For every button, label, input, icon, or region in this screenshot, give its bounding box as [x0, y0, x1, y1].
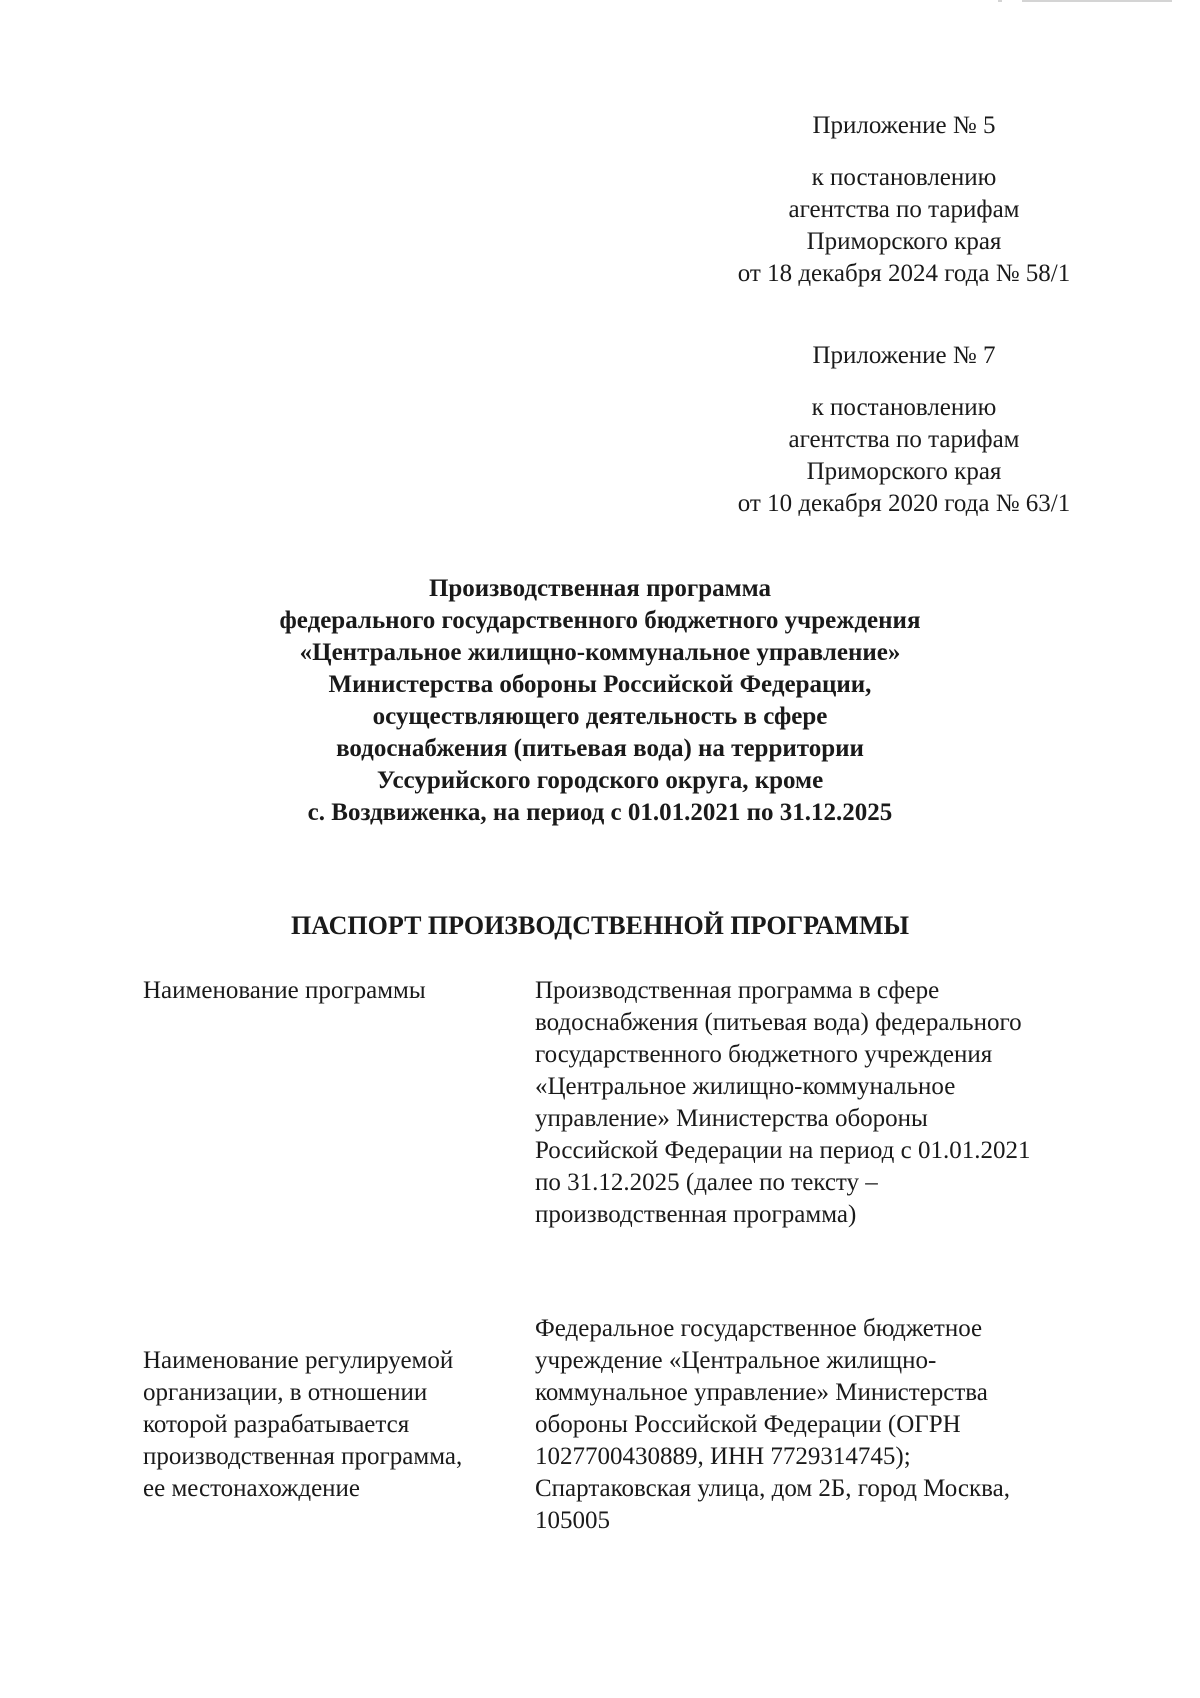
- appendix-line: от 18 декабря 2024 года № 58/1: [737, 260, 1071, 287]
- title-line: Министерства обороны Российской Федерации,: [328, 671, 872, 698]
- value-line: 105005: [535, 1507, 610, 1534]
- value-line: управление» Министерства обороны: [535, 1105, 928, 1132]
- appendix-line: от 10 декабря 2020 года № 63/1: [737, 490, 1071, 517]
- label-line: Наименование программы: [143, 977, 426, 1004]
- appendix-line: агентства по тарифам: [788, 426, 1020, 453]
- appendix-line: Приморского края: [806, 458, 1002, 485]
- value-line: обороны Российской Федерации (ОГРН: [535, 1411, 961, 1438]
- passport-heading: ПАСПОРТ ПРОИЗВОДСТВЕННОЙ ПРОГРАММЫ: [290, 911, 910, 940]
- appendix-line: агентства по тарифам: [788, 196, 1020, 223]
- label-line: организации, в отношении: [143, 1379, 428, 1406]
- title-line: водоснабжения (питьевая вода) на территории: [336, 735, 864, 762]
- value-line: по 31.12.2025 (далее по тексту –: [535, 1169, 878, 1196]
- title-line: федерального государственного бюджетного учреждения: [279, 607, 921, 634]
- value-line: производственная программа): [535, 1201, 857, 1228]
- title-line: с. Воздвиженка, на период с 01.01.2021 по 31.12.2025: [307, 799, 893, 826]
- value-line: Спартаковская улица, дом 2Б, город Москва,: [535, 1475, 1010, 1502]
- appendix-number: Приложение № 5: [812, 112, 996, 139]
- title-line: Уссурийского городского округа, кроме: [376, 767, 824, 794]
- value-line: Производственная программа в сфере: [535, 977, 940, 1004]
- value-line: 1027700430889, ИНН 7729314745);: [535, 1443, 911, 1470]
- title-line: осуществляющего деятельность в сфере: [372, 703, 828, 730]
- value-line: водоснабжения (питьевая вода) федерального: [535, 1009, 1022, 1036]
- appendix-5-block: [700, 110, 1108, 290]
- value-line: коммунальное управление» Министерства: [535, 1379, 988, 1406]
- appendix-7-block: [700, 340, 1108, 520]
- label-line: ее местонахождение: [143, 1475, 361, 1502]
- appendix-line: Приморского края: [806, 228, 1002, 255]
- passport-value: [535, 975, 1103, 1231]
- title-line: «Центральное жилищно-коммунальное управление»: [299, 639, 901, 666]
- label-line: Наименование регулируемой: [143, 1347, 454, 1374]
- scan-edge-mark: [1022, 0, 1172, 2]
- appendix-number: Приложение № 7: [812, 342, 996, 369]
- value-line: «Центральное жилищно-коммунальное: [535, 1073, 956, 1100]
- value-line: учреждение «Центральное жилищно-: [535, 1347, 937, 1374]
- scan-edge-dot: [998, 0, 1002, 2]
- label-line: которой разрабатывается: [143, 1411, 410, 1438]
- passport-label: [143, 1345, 503, 1505]
- value-line: Российской Федерации на период с 01.01.2021: [535, 1137, 1031, 1164]
- label-line: производственная программа,: [143, 1443, 463, 1470]
- passport-label: [143, 975, 503, 1007]
- value-line: государственного бюджетного учреждения: [535, 1041, 993, 1068]
- program-title: [200, 573, 1000, 829]
- title-line: Производственная программа: [428, 575, 772, 602]
- value-line: Федеральное государственное бюджетное: [535, 1315, 983, 1342]
- passport-value: [535, 1313, 1103, 1537]
- appendix-line: к постановлению: [811, 164, 997, 191]
- appendix-line: к постановлению: [811, 394, 997, 421]
